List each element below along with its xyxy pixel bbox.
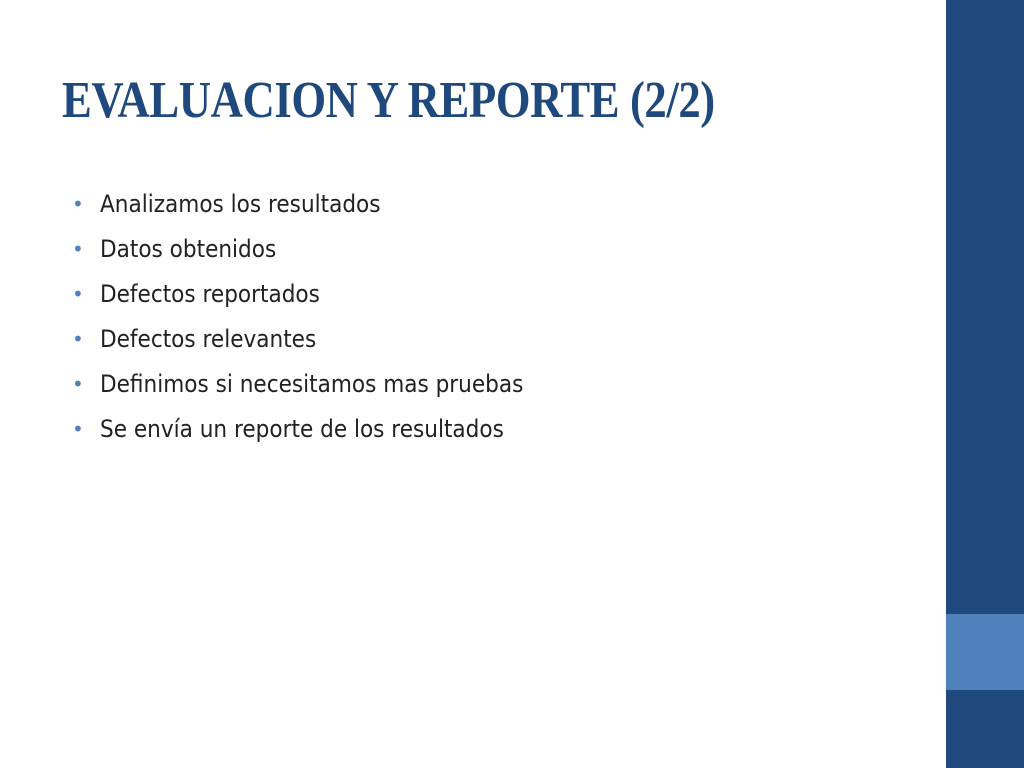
bullet-icon: •	[72, 417, 84, 441]
bullet-icon: •	[72, 192, 84, 216]
bullet-text: Se envía un reporte de los resultados	[100, 415, 504, 443]
bullet-text: Analizamos los resultados	[100, 190, 381, 218]
side-decoration-accent	[946, 614, 1024, 690]
bullet-icon: •	[72, 372, 84, 396]
bullet-text: Defectos relevantes	[100, 325, 317, 353]
bullet-icon: •	[72, 327, 84, 351]
bullet-icon: •	[72, 282, 84, 306]
bullet-icon: •	[72, 237, 84, 261]
slide-title: EVALUACION Y REPORTE (2/2)	[62, 72, 715, 129]
bullet-text: Datos obtenidos	[100, 235, 277, 263]
bullet-text: Definimos si necesitamos mas pruebas	[100, 370, 524, 398]
bullet-text: Defectos reportados	[100, 280, 320, 308]
